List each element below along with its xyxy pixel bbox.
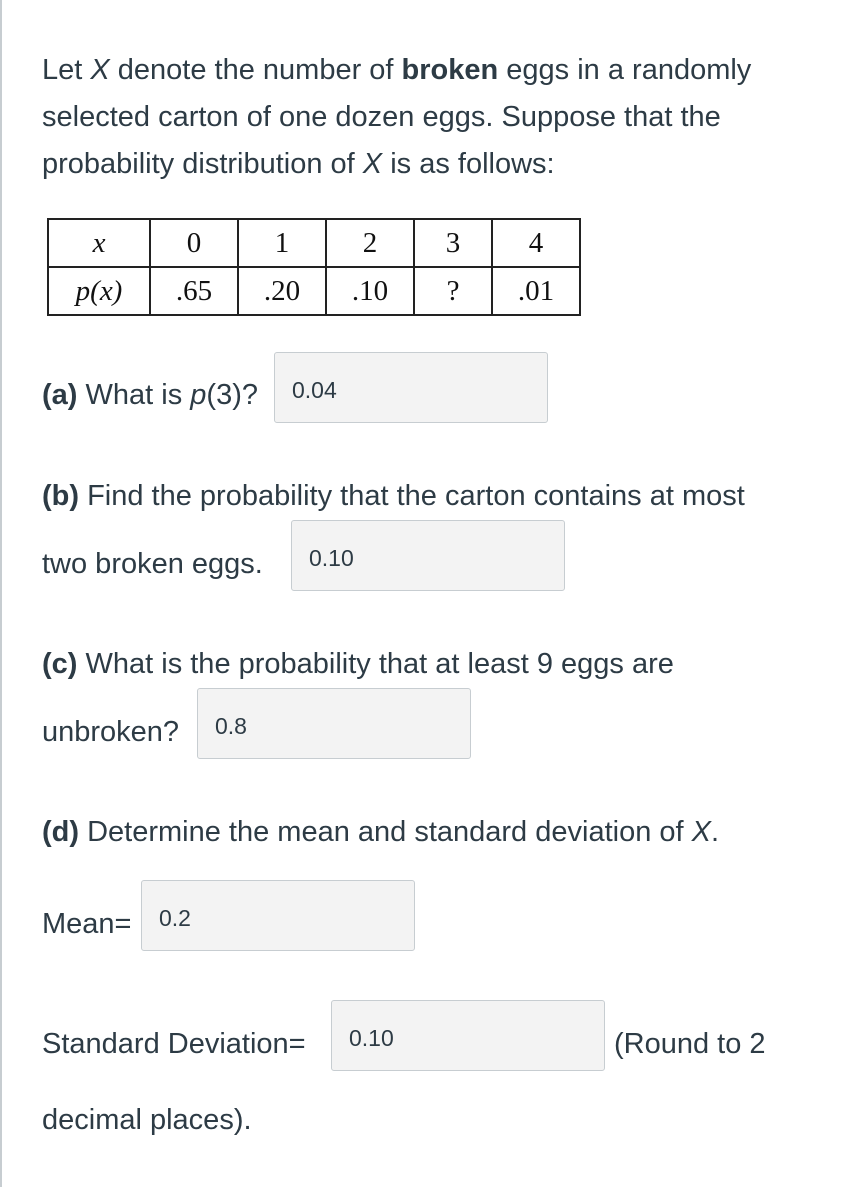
table-cell: 4 xyxy=(492,219,580,267)
table-cell: 1 xyxy=(238,219,326,267)
mean-label: Mean= xyxy=(42,908,132,940)
round-note-line2: decimal places). xyxy=(42,1104,252,1136)
question-text: Find the probability that the carton contains at most xyxy=(79,480,745,512)
mean-input[interactable]: 0.2 xyxy=(141,880,415,951)
question-b-line2: two broken eggs. xyxy=(42,548,263,580)
intro-text: denote the number of xyxy=(109,54,402,86)
distribution-table xyxy=(47,218,581,316)
variable-x: X xyxy=(90,54,110,86)
question-tag: (a) xyxy=(42,379,78,411)
table-row xyxy=(48,267,580,315)
table-cell: .20 xyxy=(238,267,326,315)
sd-label: Standard Deviation= xyxy=(42,1028,306,1060)
question-tag: (d) xyxy=(42,816,80,848)
question-c-line2: unbroken? xyxy=(42,716,180,748)
problem-statement xyxy=(42,47,751,188)
function-name: p xyxy=(190,379,207,411)
answer-input-c[interactable]: 0.8 xyxy=(197,688,471,759)
table-header-px: p(x) xyxy=(48,267,150,315)
table-cell: ? xyxy=(414,267,492,315)
intro-text: eggs in a randomly xyxy=(498,54,752,86)
question-tag: (c) xyxy=(42,648,78,680)
table-header-x: x xyxy=(48,219,150,267)
table-cell: .01 xyxy=(492,267,580,315)
bold-word: broken xyxy=(401,54,499,86)
left-border xyxy=(0,0,2,1187)
question-c xyxy=(42,641,674,688)
question-tag: (b) xyxy=(42,480,80,512)
intro-text: Let xyxy=(42,54,91,86)
round-note: (Round to 2 xyxy=(614,1028,766,1060)
question-text: (3)? xyxy=(206,379,258,411)
question-b xyxy=(42,473,745,520)
table-cell: .10 xyxy=(326,267,414,315)
answer-input-a[interactable]: 0.04 xyxy=(274,352,548,423)
question-a xyxy=(42,372,258,419)
variable-x: X xyxy=(691,816,711,848)
table-cell: 3 xyxy=(414,219,492,267)
intro-line-2: selected carton of one dozen eggs. Suppose that the xyxy=(42,101,721,133)
table-cell: 0 xyxy=(150,219,238,267)
question-text: What is xyxy=(77,379,191,411)
intro-text: is as follows: xyxy=(382,148,555,180)
question-d xyxy=(42,809,719,856)
sd-input[interactable]: 0.10 xyxy=(331,1000,605,1071)
question-text: Determine the mean and standard deviation of xyxy=(79,816,692,848)
variable-x: X xyxy=(362,148,383,180)
question-text: What is the probability that at least 9 eggs are xyxy=(77,648,674,680)
table-cell: .65 xyxy=(150,267,238,315)
table-row xyxy=(48,219,580,267)
table-cell: 2 xyxy=(326,219,414,267)
question-text: . xyxy=(710,816,720,848)
answer-input-b[interactable]: 0.10 xyxy=(291,520,565,591)
intro-text: probability distribution of xyxy=(42,148,363,180)
